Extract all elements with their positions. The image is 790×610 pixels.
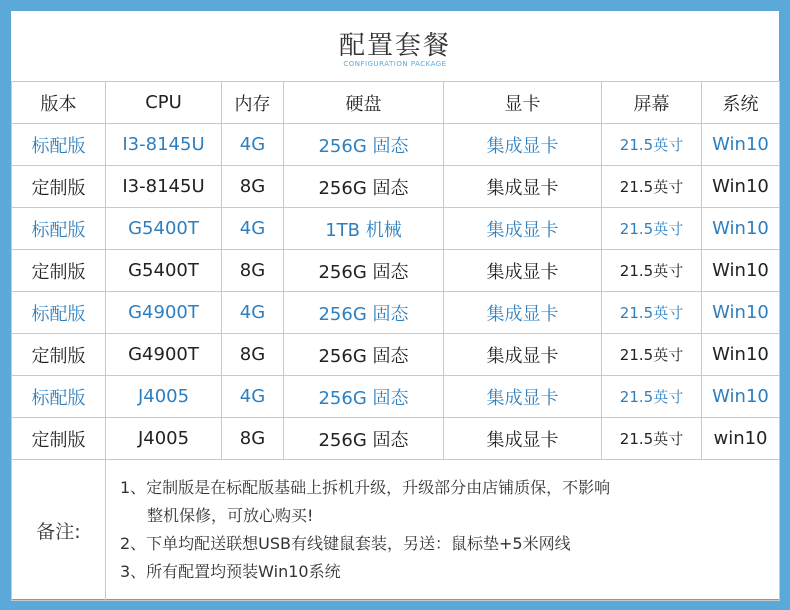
edition-cell: 定制版	[12, 418, 106, 460]
config-table	[11, 81, 780, 601]
cpu-cell: G5400T	[106, 250, 222, 292]
cpu-cell: G5400T	[106, 208, 222, 250]
disk-cell: 256G 固态	[284, 376, 444, 418]
table-row	[12, 208, 780, 250]
disk-cell: 1TB 机械	[284, 208, 444, 250]
ram-cell: 4G	[222, 376, 284, 418]
screen-cell: 21.5英寸	[602, 418, 702, 460]
edition-cell: 标配版	[12, 208, 106, 250]
ram-cell: 4G	[222, 292, 284, 334]
header-cpu: CPU	[106, 82, 222, 124]
gpu-cell: 集成显卡	[444, 376, 602, 418]
gpu-cell: 集成显卡	[444, 124, 602, 166]
screen-cell: 21.5英寸	[602, 334, 702, 376]
header-disk: 硬盘	[284, 82, 444, 124]
gpu-cell: 集成显卡	[444, 292, 602, 334]
cpu-cell: I3-8145U	[106, 124, 222, 166]
note-line-2: 2、下单均配送联想USB有线键鼠套装，另送：鼠标垫+5米网线	[120, 534, 571, 553]
table-header-row	[12, 82, 780, 124]
screen-cell: 21.5英寸	[602, 166, 702, 208]
table-row	[12, 250, 780, 292]
cpu-cell: G4900T	[106, 292, 222, 334]
ram-cell: 4G	[222, 124, 284, 166]
screen-cell: 21.5英寸	[602, 124, 702, 166]
header-gpu: 显卡	[444, 82, 602, 124]
note-line-3: 3、所有配置均预装Win10系统	[120, 562, 341, 581]
edition-cell: 定制版	[12, 166, 106, 208]
header-edition: 版本	[12, 82, 106, 124]
os-cell: Win10	[702, 334, 780, 376]
disk-cell: 256G 固态	[284, 292, 444, 334]
gpu-cell: 集成显卡	[444, 334, 602, 376]
header-os: 系统	[702, 82, 780, 124]
notes-row	[12, 460, 780, 601]
cpu-cell: J4005	[106, 418, 222, 460]
header-ram: 内存	[222, 82, 284, 124]
gpu-cell: 集成显卡	[444, 208, 602, 250]
os-cell: Win10	[702, 292, 780, 334]
ram-cell: 8G	[222, 334, 284, 376]
screen-cell: 21.5英寸	[602, 376, 702, 418]
ram-cell: 8G	[222, 166, 284, 208]
table-row	[12, 418, 780, 460]
cpu-cell: I3-8145U	[106, 166, 222, 208]
os-cell: Win10	[702, 124, 780, 166]
gpu-cell: 集成显卡	[444, 166, 602, 208]
os-cell: Win10	[702, 166, 780, 208]
table-row	[12, 334, 780, 376]
edition-cell: 标配版	[12, 124, 106, 166]
gpu-cell: 集成显卡	[444, 418, 602, 460]
screen-cell: 21.5英寸	[602, 250, 702, 292]
table-row	[12, 292, 780, 334]
disk-cell: 256G 固态	[284, 124, 444, 166]
edition-cell: 定制版	[12, 250, 106, 292]
edition-cell: 标配版	[12, 292, 106, 334]
edition-cell: 标配版	[12, 376, 106, 418]
screen-cell: 21.5英寸	[602, 208, 702, 250]
disk-cell: 256G 固态	[284, 166, 444, 208]
ram-cell: 8G	[222, 250, 284, 292]
ram-cell: 4G	[222, 208, 284, 250]
os-cell: Win10	[702, 208, 780, 250]
edition-cell: 定制版	[12, 334, 106, 376]
table-row	[12, 376, 780, 418]
disk-cell: 256G 固态	[284, 418, 444, 460]
os-cell: win10	[702, 418, 780, 460]
header-screen: 屏幕	[602, 82, 702, 124]
note-line-1-cont: 整机保修，可放心购买!	[147, 506, 314, 525]
notes-content	[106, 460, 780, 601]
os-cell: Win10	[702, 250, 780, 292]
disk-cell: 256G 固态	[284, 334, 444, 376]
table-row	[12, 166, 780, 208]
table-row	[12, 124, 780, 166]
notes-label: 备注:	[12, 460, 106, 601]
disk-cell: 256G 固态	[284, 250, 444, 292]
cpu-cell: G4900T	[106, 334, 222, 376]
cpu-cell: J4005	[106, 376, 222, 418]
note-line-1: 1、定制版是在标配版基础上拆机升级，升级部分由店铺质保，不影响	[120, 478, 611, 497]
page-subtitle: CONFIGURATION PACKAGE	[343, 60, 447, 68]
os-cell: Win10	[702, 376, 780, 418]
screen-cell: 21.5英寸	[602, 292, 702, 334]
ram-cell: 8G	[222, 418, 284, 460]
gpu-cell: 集成显卡	[444, 250, 602, 292]
page-title: 配置套餐	[338, 31, 451, 61]
content-panel	[11, 11, 779, 599]
